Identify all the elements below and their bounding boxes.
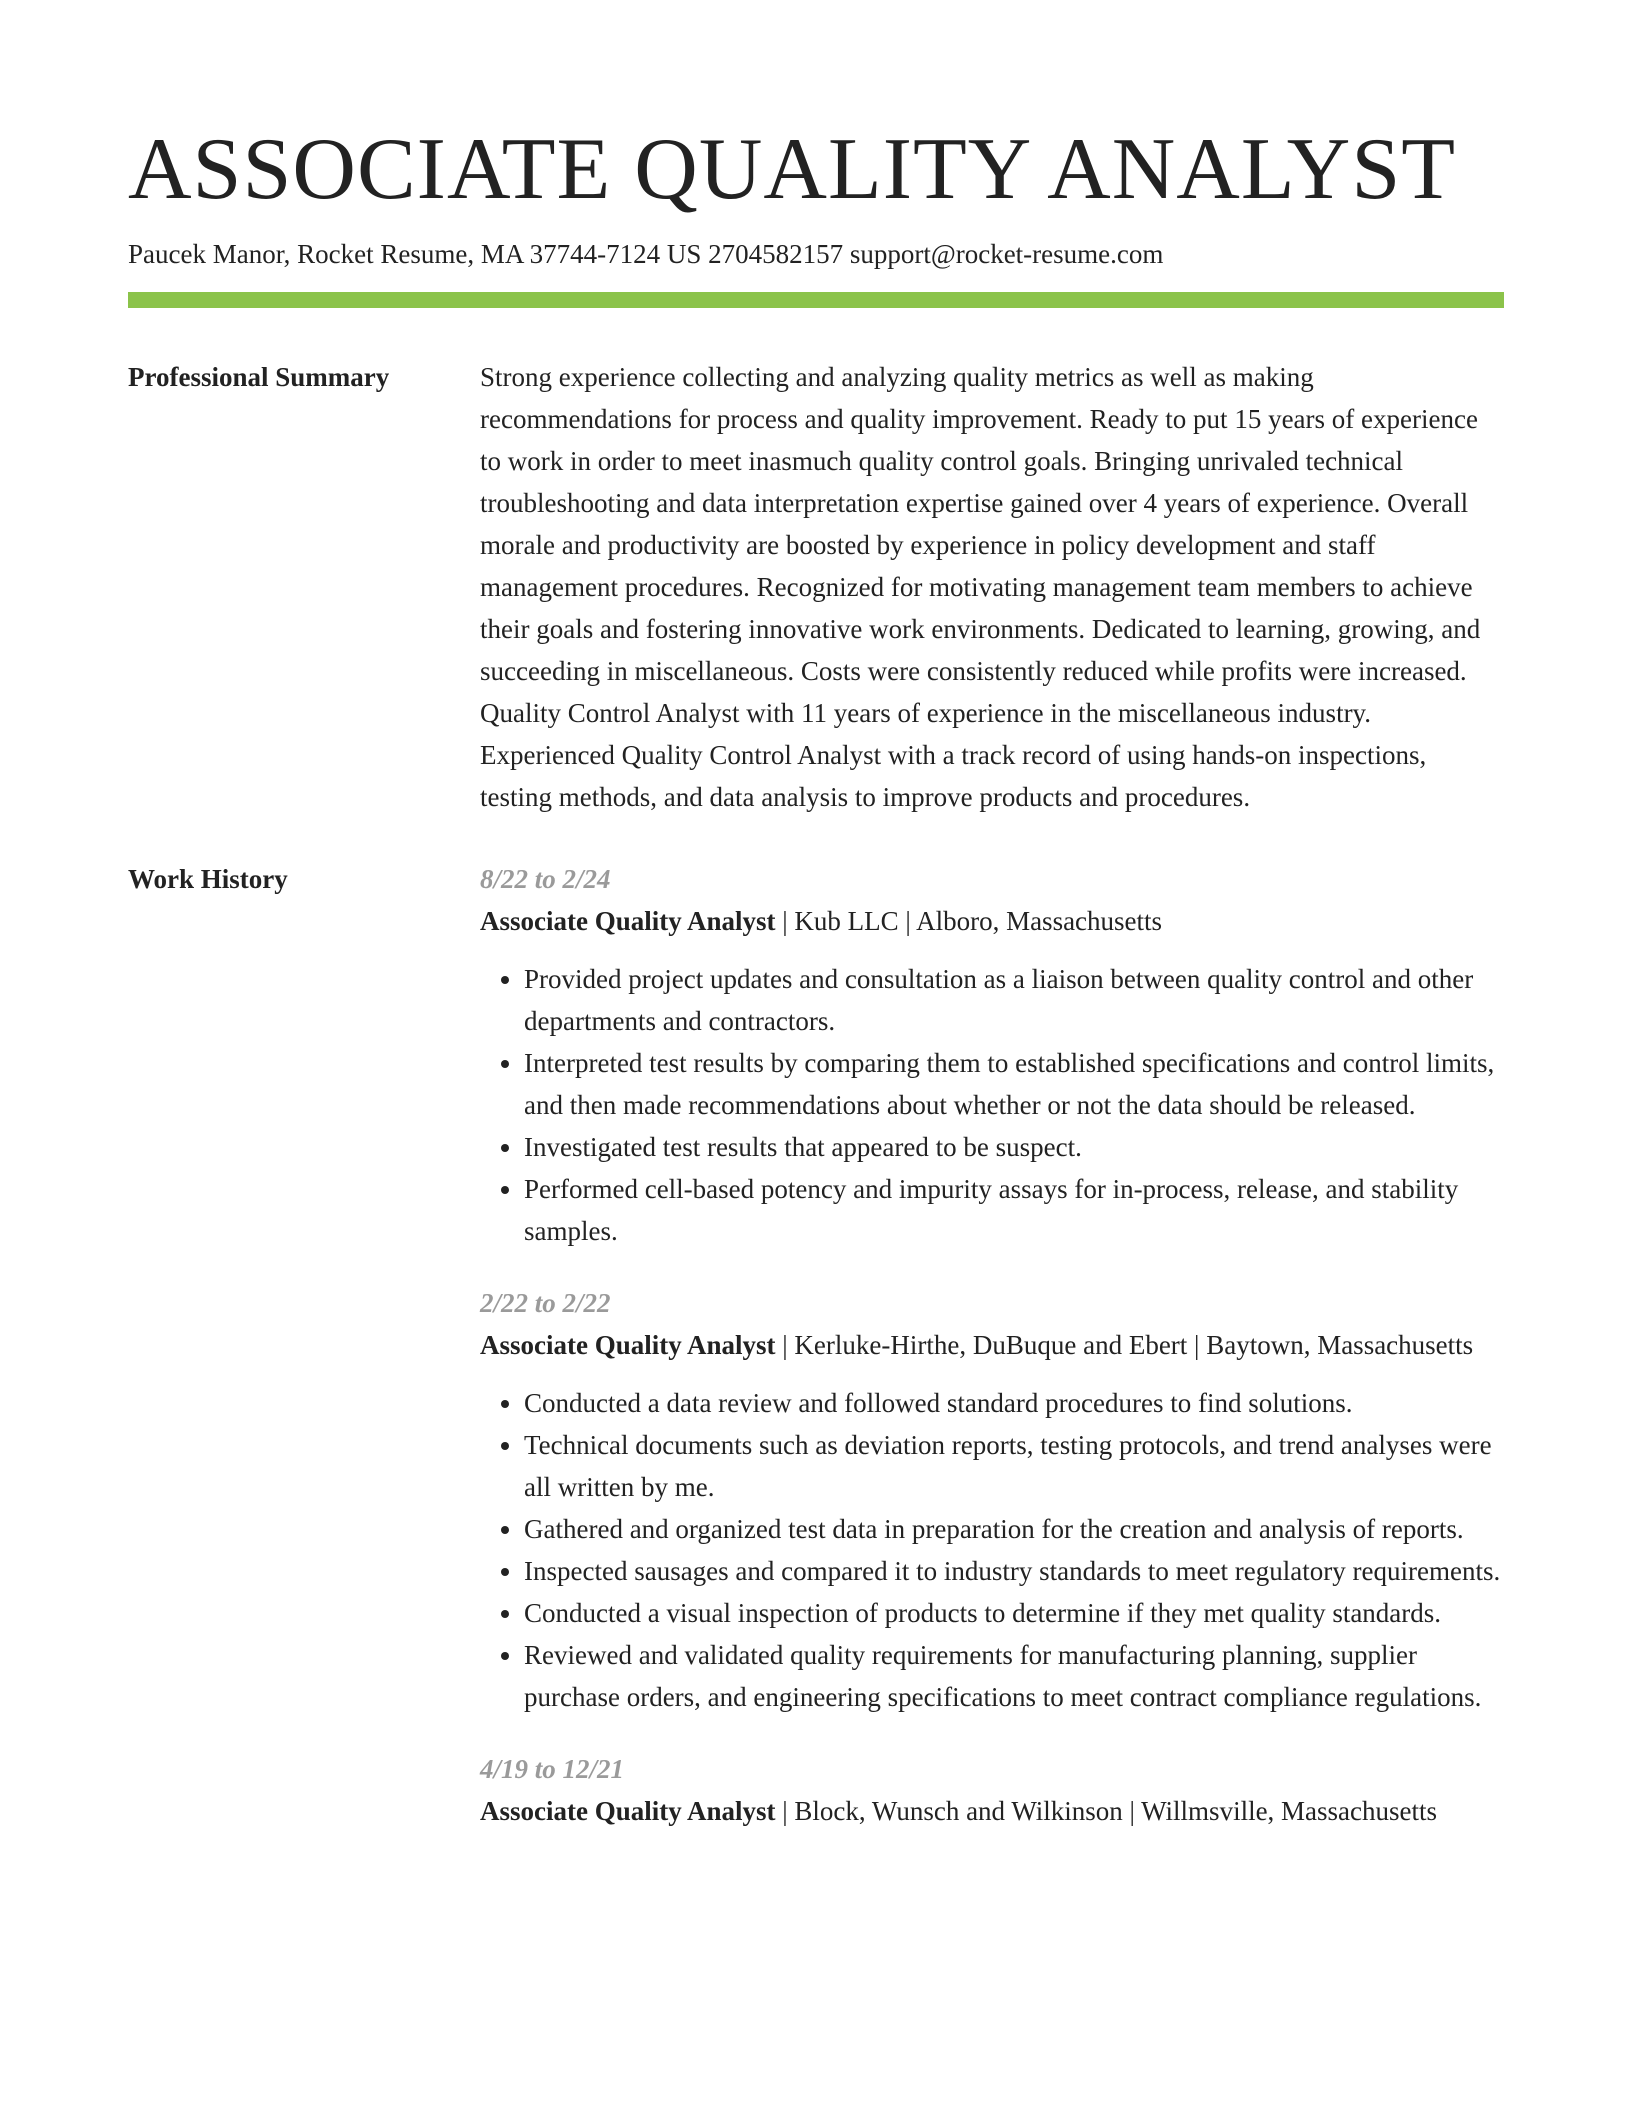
- summary-section: [128, 356, 1504, 818]
- summary-text: Strong experience collecting and analyzing quality metrics as well as making recommendations for process and quality improvement. Ready to put 15 years of experience to work in order to meet inasmuch quality control goals. Bringing unrivaled technical troubleshooting and data interpretation expertise gained over 4 years of experience. Overall morale and productivity are boosted by experience in policy development and staff management procedures. Recognized for motivating management team members to achieve their goals and fostering innovative work environments. Dedicated to learning, growing, and succeeding in miscellaneous. Costs were consistently reduced while profits were increased. Quality Control Analyst with 11 years of experience in the miscellaneous industry. Experienced Quality Control Analyst with a track record of using hands-on inspections, testing methods, and data analysis to improve products and procedures.: [480, 362, 1481, 812]
- job-bullets: [480, 1382, 1504, 1718]
- job-bullet: • Reviewed and validated quality requirements for manufacturing planning, supplier purchase orders, and engineering specifications to meet contract compliance regulations.: [524, 1634, 1504, 1718]
- job-bullet: • Inspected sausages and compared it to industry standards to meet regulatory requirements.: [524, 1550, 1504, 1592]
- job-bullets: [480, 958, 1504, 1252]
- work-history-section: [128, 858, 1504, 1832]
- job-entry: [480, 1748, 1504, 1832]
- job-heading: [480, 1790, 1504, 1832]
- resume-title: ASSOCIATE QUALITY ANALYST: [128, 121, 1457, 218]
- job-bullet: • Conducted a data review and followed standard procedures to find solutions.: [524, 1382, 1504, 1424]
- job-heading: [480, 900, 1504, 942]
- job-bullet: • Investigated test results that appeared to be suspect.: [524, 1126, 1504, 1168]
- job-title: Associate Quality Analyst: [480, 1796, 776, 1826]
- job-bullet: • Conducted a visual inspection of products to determine if they met quality standards.: [524, 1592, 1504, 1634]
- job-dates: 4/19 to 12/21: [480, 1754, 625, 1784]
- job-details: | Kub LLC | Alboro, Massachusetts: [775, 906, 1163, 936]
- job-title: Associate Quality Analyst: [480, 906, 776, 936]
- summary-body: [480, 356, 1504, 818]
- job-details: | Kerluke-Hirthe, DuBuque and Ebert | Baytown, Massachusetts: [775, 1330, 1474, 1360]
- job-heading: [480, 1324, 1504, 1366]
- job-entry: [480, 858, 1504, 1252]
- job-bullet: • Interpreted test results by comparing them to established specifications and control limits, and then made recommendations about whether or not the data should be released.: [524, 1042, 1504, 1126]
- job-dates: 8/22 to 2/24: [480, 864, 611, 894]
- job-details: | Block, Wunsch and Wilkinson | Willmsville, Massachusetts: [775, 1796, 1438, 1826]
- summary-heading: Professional Summary: [128, 362, 390, 392]
- accent-divider: [128, 292, 1504, 308]
- job-entry: [480, 1282, 1504, 1718]
- job-bullet: • Technical documents such as deviation reports, testing protocols, and trend analyses were all written by me.: [524, 1424, 1504, 1508]
- work-history-heading: Work History: [128, 864, 288, 894]
- job-title: Associate Quality Analyst: [480, 1330, 776, 1360]
- job-bullet: • Provided project updates and consultation as a liaison between quality control and other departments and contractors.: [524, 958, 1504, 1042]
- contact-line: Paucek Manor, Rocket Resume, MA 37744-7124 US 2704582157 support@rocket-resume.com: [128, 239, 1164, 269]
- work-history-body: [480, 858, 1504, 1832]
- job-bullet: • Performed cell-based potency and impurity assays for in-process, release, and stability samples.: [524, 1168, 1504, 1252]
- job-dates: 2/22 to 2/22: [480, 1288, 611, 1318]
- job-bullet: • Gathered and organized test data in preparation for the creation and analysis of reports.: [524, 1508, 1504, 1550]
